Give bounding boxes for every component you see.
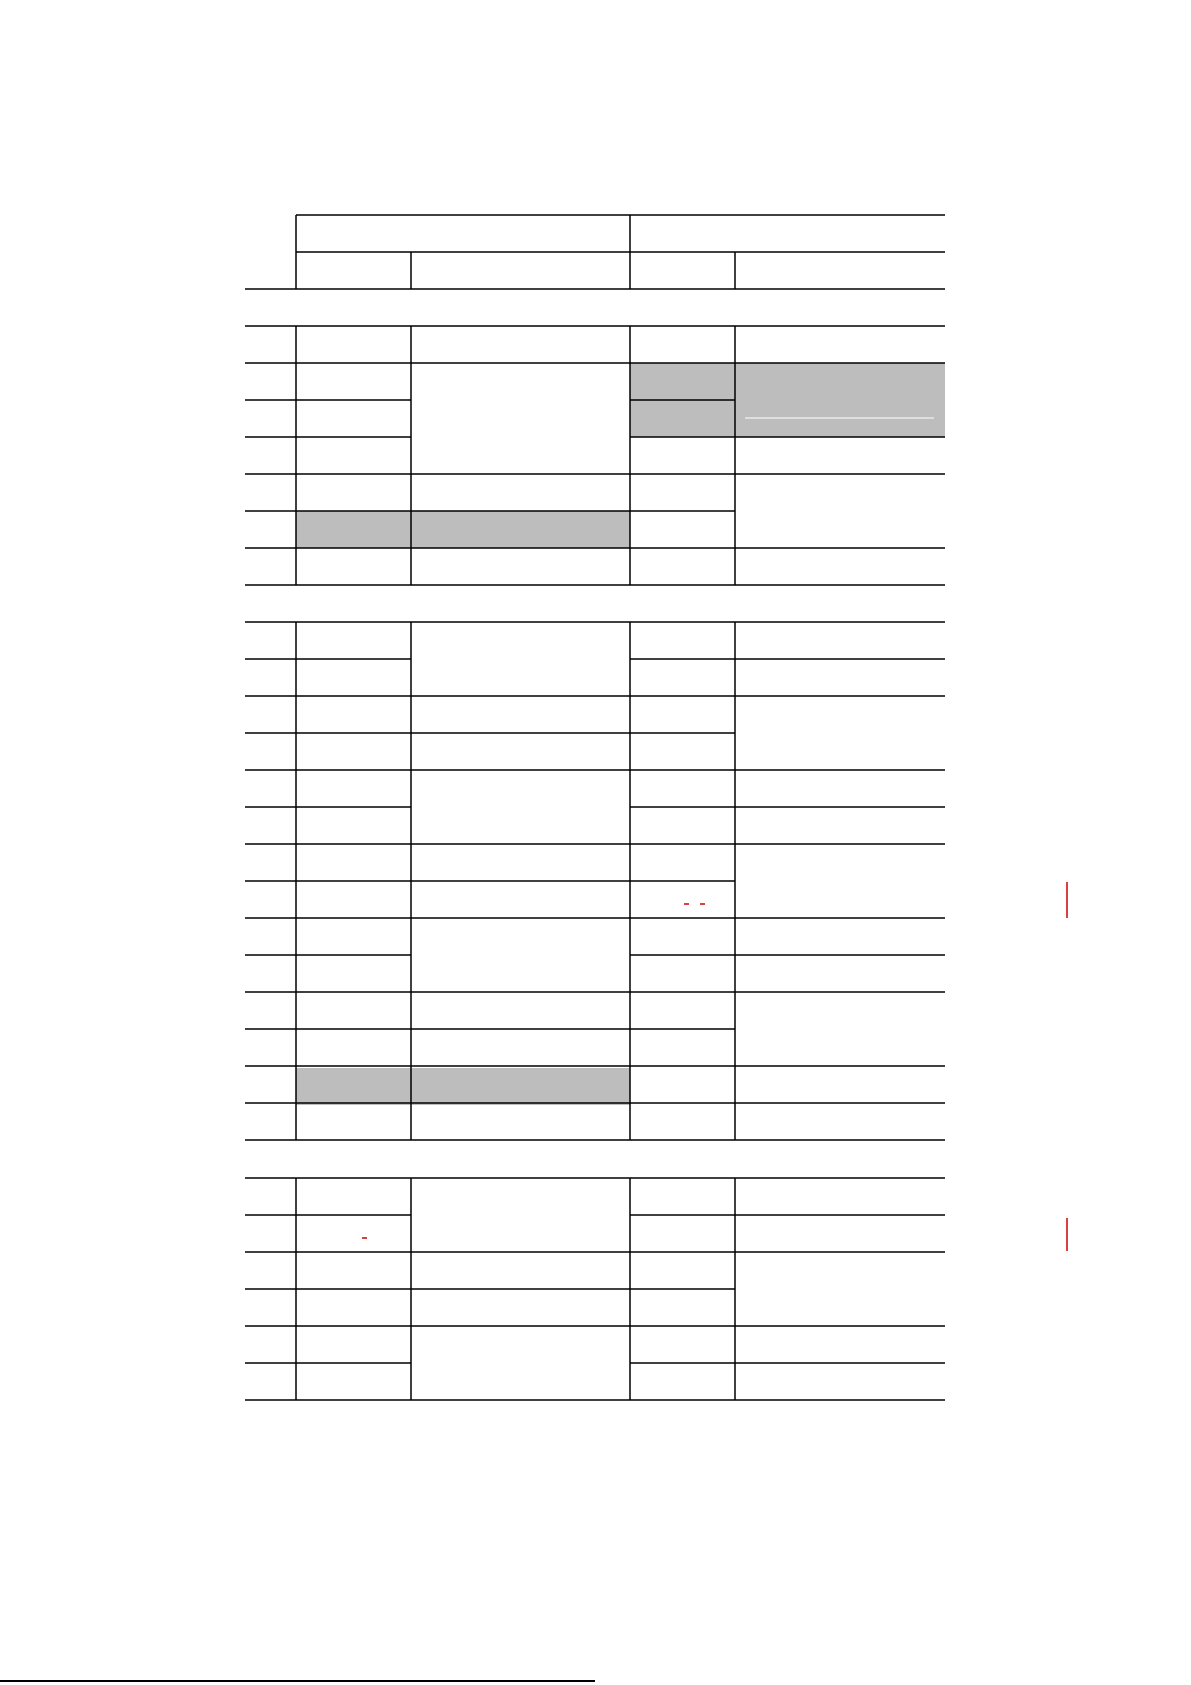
shaded-cell bbox=[630, 363, 735, 400]
footer-rule bbox=[0, 1680, 595, 1682]
shaded-cell bbox=[296, 1068, 411, 1105]
shaded-cell bbox=[411, 1068, 630, 1105]
shaded-cell bbox=[296, 511, 411, 548]
shaded-cell bbox=[411, 511, 630, 548]
shaded-cell bbox=[630, 400, 735, 437]
shaded-cell bbox=[735, 363, 945, 437]
